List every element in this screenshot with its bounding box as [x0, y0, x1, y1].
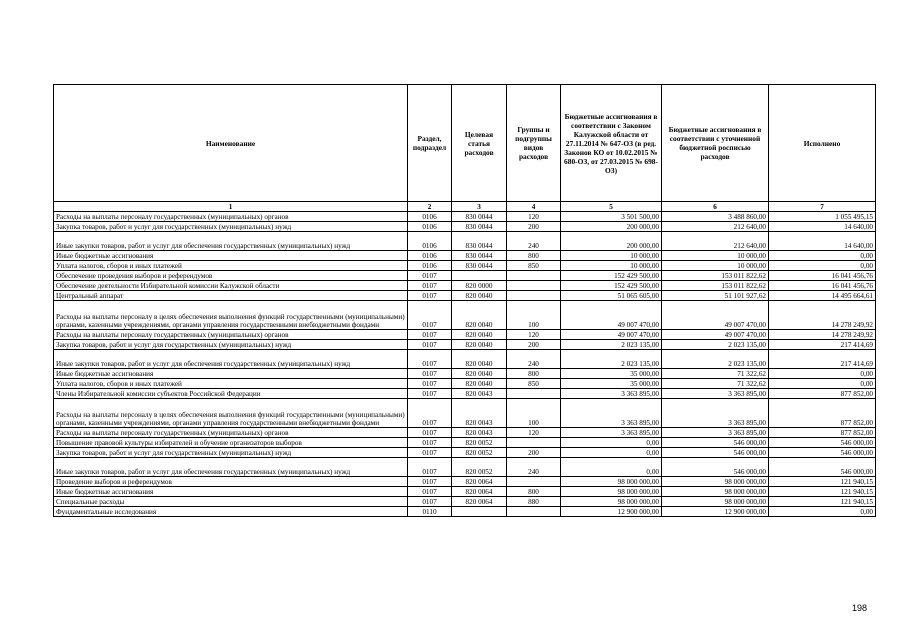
row-group — [507, 281, 561, 291]
row-section: 0107 — [408, 340, 452, 350]
row-revised: 212 640,00 — [662, 232, 769, 251]
row-article: 820 0064 — [452, 497, 507, 507]
row-section: 0107 — [408, 448, 452, 458]
row-assignments: 0,00 — [561, 458, 662, 477]
row-assignments: 10 000,00 — [561, 251, 662, 261]
row-name: Расходы на выплаты персоналу государственных (муниципальных) органов — [54, 428, 408, 438]
row-name: Повышение правовой культуры избирателей и обучение организаторов выборов — [54, 438, 408, 448]
row-group: 240 — [507, 458, 561, 477]
row-name: Закупка товаров, работ и услуг для государственных (муниципальных) нужд — [54, 340, 408, 350]
row-revised: 12 900 000,00 — [662, 507, 769, 517]
table-row — [54, 291, 876, 301]
row-section: 0107 — [408, 458, 452, 477]
row-name: Иные закупки товаров, работ и услуг для обеспечения государственных (муниципальных) нужд — [54, 458, 408, 477]
row-name: Расходы на выплаты персоналу в целях обеспечения выполнения функций государственными (муниципальными) органами, казенными учреждениями, органами управления государственными внебюджетными фондами — [54, 301, 408, 330]
table-row — [54, 222, 876, 232]
row-section: 0106 — [408, 251, 452, 261]
row-group — [507, 271, 561, 281]
row-revised: 3 363 895,00 — [662, 428, 769, 438]
row-section: 0107 — [408, 291, 452, 301]
row-executed: 14 495 664,61 — [769, 291, 876, 301]
header-executed: Исполнено — [769, 85, 876, 202]
row-article: 820 0043 — [452, 399, 507, 428]
row-assignments: 3 363 895,00 — [561, 428, 662, 438]
row-assignments: 0,00 — [561, 438, 662, 448]
row-revised: 98 000 000,00 — [662, 477, 769, 487]
row-group: 880 — [507, 497, 561, 507]
row-revised: 10 000,00 — [662, 261, 769, 271]
row-group: 200 — [507, 340, 561, 350]
header-assignments: Бюджетные ассигнования в соответствии с Законом Калужской области от 27.11.2014 № 647-ОЗ (в ред. Законов КО от 10.02.2015 № 680-ОЗ, от 27.03.2015 № 698-ОЗ) — [561, 85, 662, 202]
row-revised: 51 101 927,62 — [662, 291, 769, 301]
row-revised: 98 000 000,00 — [662, 487, 769, 497]
table-row — [54, 389, 876, 399]
row-executed: 217 414,69 — [769, 340, 876, 350]
row-name: Иные закупки товаров, работ и услуг для обеспечения государственных (муниципальных) нужд — [54, 350, 408, 369]
row-revised: 153 011 822,62 — [662, 281, 769, 291]
row-executed: 121 940,15 — [769, 497, 876, 507]
table-row — [54, 448, 876, 458]
row-section: 0107 — [408, 399, 452, 428]
row-assignments: 51 065 605,00 — [561, 291, 662, 301]
row-section: 0110 — [408, 507, 452, 517]
table-row — [54, 379, 876, 389]
table-row — [54, 487, 876, 497]
table-row — [54, 458, 876, 477]
row-group: 850 — [507, 379, 561, 389]
row-executed: 14 278 249,92 — [769, 301, 876, 330]
table-row — [54, 507, 876, 517]
row-executed: 0,00 — [769, 251, 876, 261]
row-article: 820 0000 — [452, 281, 507, 291]
row-revised: 3 363 895,00 — [662, 399, 769, 428]
row-section: 0107 — [408, 330, 452, 340]
row-executed: 877 852,00 — [769, 399, 876, 428]
column-number: 3 — [452, 202, 507, 212]
table-row — [54, 212, 876, 222]
row-article: 820 0052 — [452, 458, 507, 477]
row-group — [507, 389, 561, 399]
row-assignments: 152 429 500,00 — [561, 281, 662, 291]
row-name: Иные бюджетные ассигнования — [54, 369, 408, 379]
row-executed: 217 414,69 — [769, 350, 876, 369]
row-section: 0107 — [408, 379, 452, 389]
row-article: 820 0040 — [452, 379, 507, 389]
column-number-row — [54, 202, 876, 212]
row-section: 0107 — [408, 369, 452, 379]
row-name: Расходы на выплаты персоналу государственных (муниципальных) органов — [54, 330, 408, 340]
row-revised: 2 023 135,00 — [662, 340, 769, 350]
row-assignments: 35 000,00 — [561, 369, 662, 379]
row-article: 820 0064 — [452, 477, 507, 487]
column-number: 7 — [769, 202, 876, 212]
row-section: 0107 — [408, 497, 452, 507]
row-executed: 877 852,00 — [769, 428, 876, 438]
column-number: 5 — [561, 202, 662, 212]
row-group: 200 — [507, 448, 561, 458]
row-article: 820 0040 — [452, 330, 507, 340]
row-assignments: 3 363 895,00 — [561, 389, 662, 399]
row-group: 800 — [507, 251, 561, 261]
row-section: 0107 — [408, 477, 452, 487]
row-name: Расходы на выплаты персоналу в целях обеспечения выполнения функций государственными (муниципальными) органами, казенными учреждениями, органами управления государственными внебюджетными фондами — [54, 399, 408, 428]
row-section: 0106 — [408, 261, 452, 271]
row-executed: 0,00 — [769, 261, 876, 271]
row-article — [452, 507, 507, 517]
row-article: 820 0040 — [452, 340, 507, 350]
row-article: 820 0040 — [452, 301, 507, 330]
row-assignments: 3 501 500,00 — [561, 212, 662, 222]
row-group: 240 — [507, 232, 561, 251]
row-name: Специальные расходы — [54, 497, 408, 507]
row-section: 0107 — [408, 301, 452, 330]
row-assignments: 2 023 135,00 — [561, 350, 662, 369]
row-section: 0107 — [408, 281, 452, 291]
table-row — [54, 251, 876, 261]
row-section: 0106 — [408, 232, 452, 251]
table-row — [54, 271, 876, 281]
row-assignments: 49 007 470,00 — [561, 330, 662, 340]
row-revised: 546 000,00 — [662, 438, 769, 448]
header-article: Целевая статья расходов — [452, 85, 507, 202]
row-group — [507, 291, 561, 301]
header-revised: Бюджетные ассигнования в соответствии с уточненной бюджетной росписью расходов — [662, 85, 769, 202]
row-name: Центральный аппарат — [54, 291, 408, 301]
row-article: 820 0040 — [452, 291, 507, 301]
row-group: 800 — [507, 369, 561, 379]
row-group: 120 — [507, 330, 561, 340]
row-group: 800 — [507, 487, 561, 497]
row-executed: 121 940,15 — [769, 477, 876, 487]
row-article: 830 0044 — [452, 251, 507, 261]
row-section: 0106 — [408, 222, 452, 232]
row-assignments: 200 000,00 — [561, 232, 662, 251]
row-article: 830 0044 — [452, 261, 507, 271]
row-name: Закупка товаров, работ и услуг для государственных (муниципальных) нужд — [54, 448, 408, 458]
row-section: 0107 — [408, 487, 452, 497]
row-name: Иные бюджетные ассигнования — [54, 251, 408, 261]
row-revised: 71 322,62 — [662, 369, 769, 379]
table-row — [54, 477, 876, 487]
table-row — [54, 330, 876, 340]
row-name: Иные бюджетные ассигнования — [54, 487, 408, 497]
table-row — [54, 350, 876, 369]
row-assignments: 10 000,00 — [561, 261, 662, 271]
row-assignments: 152 429 500,00 — [561, 271, 662, 281]
row-section: 0107 — [408, 271, 452, 281]
table-row — [54, 399, 876, 428]
row-group: 850 — [507, 261, 561, 271]
row-executed: 546 000,00 — [769, 448, 876, 458]
row-executed: 14 640,00 — [769, 222, 876, 232]
column-number: 1 — [54, 202, 408, 212]
row-executed: 16 041 456,76 — [769, 271, 876, 281]
row-group — [507, 477, 561, 487]
row-revised: 546 000,00 — [662, 448, 769, 458]
row-name: Закупка товаров, работ и услуг для государственных (муниципальных) нужд — [54, 222, 408, 232]
row-section: 0107 — [408, 438, 452, 448]
row-revised: 71 322,62 — [662, 379, 769, 389]
table-row — [54, 281, 876, 291]
row-revised: 3 363 895,00 — [662, 389, 769, 399]
row-assignments: 3 363 895,00 — [561, 399, 662, 428]
row-group — [507, 507, 561, 517]
row-article: 820 0052 — [452, 438, 507, 448]
row-revised: 546 000,00 — [662, 458, 769, 477]
row-assignments: 35 000,00 — [561, 379, 662, 389]
row-article: 830 0044 — [452, 222, 507, 232]
row-assignments: 49 007 470,00 — [561, 301, 662, 330]
row-section: 0106 — [408, 212, 452, 222]
table-row — [54, 369, 876, 379]
row-assignments: 0,00 — [561, 448, 662, 458]
row-name: Члены Избирательной комиссии субъектов Российской Федерации — [54, 389, 408, 399]
row-executed: 546 000,00 — [769, 458, 876, 477]
column-number: 6 — [662, 202, 769, 212]
page-number: 198 — [852, 603, 868, 613]
row-name: Уплата налогов, сборов и иных платежей — [54, 261, 408, 271]
table-body — [54, 212, 876, 517]
row-section: 0107 — [408, 350, 452, 369]
row-group: 120 — [507, 428, 561, 438]
row-revised: 3 488 860,00 — [662, 212, 769, 222]
table-row — [54, 438, 876, 448]
row-group: 240 — [507, 350, 561, 369]
header-row — [54, 85, 876, 202]
row-executed: 0,00 — [769, 379, 876, 389]
header-group: Группы и подгруппы видов расходов — [507, 85, 561, 202]
row-article: 820 0052 — [452, 448, 507, 458]
row-name: Расходы на выплаты персоналу государственных (муниципальных) органов — [54, 212, 408, 222]
table-row — [54, 497, 876, 507]
row-assignments: 12 900 000,00 — [561, 507, 662, 517]
row-executed: 16 041 456,76 — [769, 281, 876, 291]
row-assignments: 98 000 000,00 — [561, 477, 662, 487]
row-revised: 212 640,00 — [662, 222, 769, 232]
row-name: Фундаментальные исследования — [54, 507, 408, 517]
row-name: Обеспечение деятельности Избирательной комиссии Калужской области — [54, 281, 408, 291]
table-row — [54, 232, 876, 251]
row-assignments: 200 000,00 — [561, 222, 662, 232]
budget-table — [53, 84, 876, 517]
row-group: 100 — [507, 301, 561, 330]
header-name: Наименование — [54, 85, 408, 202]
row-article: 830 0044 — [452, 212, 507, 222]
row-section: 0107 — [408, 389, 452, 399]
column-number: 4 — [507, 202, 561, 212]
row-group: 200 — [507, 222, 561, 232]
row-executed: 0,00 — [769, 369, 876, 379]
row-group: 120 — [507, 212, 561, 222]
row-article: 820 0040 — [452, 350, 507, 369]
column-number: 2 — [408, 202, 452, 212]
row-article: 820 0064 — [452, 487, 507, 497]
row-executed: 0,00 — [769, 507, 876, 517]
row-group: 100 — [507, 399, 561, 428]
row-group — [507, 438, 561, 448]
row-executed: 546 000,00 — [769, 438, 876, 448]
table-row — [54, 301, 876, 330]
row-article: 820 0043 — [452, 389, 507, 399]
row-executed: 14 278 249,92 — [769, 330, 876, 340]
row-revised: 10 000,00 — [662, 251, 769, 261]
row-name: Иные закупки товаров, работ и услуг для обеспечения государственных (муниципальных) нужд — [54, 232, 408, 251]
table-row — [54, 261, 876, 271]
row-article: 820 0043 — [452, 428, 507, 438]
row-assignments: 98 000 000,00 — [561, 487, 662, 497]
row-executed: 877 852,00 — [769, 389, 876, 399]
row-name: Уплата налогов, сборов и иных платежей — [54, 379, 408, 389]
row-section: 0107 — [408, 428, 452, 438]
row-revised: 49 007 470,00 — [662, 330, 769, 340]
row-revised: 2 023 135,00 — [662, 350, 769, 369]
row-name: Обеспечение проведения выборов и референдумов — [54, 271, 408, 281]
row-executed: 1 055 495,15 — [769, 212, 876, 222]
row-revised: 98 000 000,00 — [662, 497, 769, 507]
header-section: Раздел, подраздел — [408, 85, 452, 202]
row-executed: 121 940,15 — [769, 487, 876, 497]
row-article: 830 0044 — [452, 232, 507, 251]
table-row — [54, 428, 876, 438]
row-executed: 14 640,00 — [769, 232, 876, 251]
row-assignments: 2 023 135,00 — [561, 340, 662, 350]
row-revised: 49 007 470,00 — [662, 301, 769, 330]
row-article — [452, 271, 507, 281]
row-revised: 153 011 822,62 — [662, 271, 769, 281]
row-assignments: 98 000 000,00 — [561, 497, 662, 507]
row-name: Проведение выборов и референдумов — [54, 477, 408, 487]
row-article: 820 0040 — [452, 369, 507, 379]
table-row — [54, 340, 876, 350]
